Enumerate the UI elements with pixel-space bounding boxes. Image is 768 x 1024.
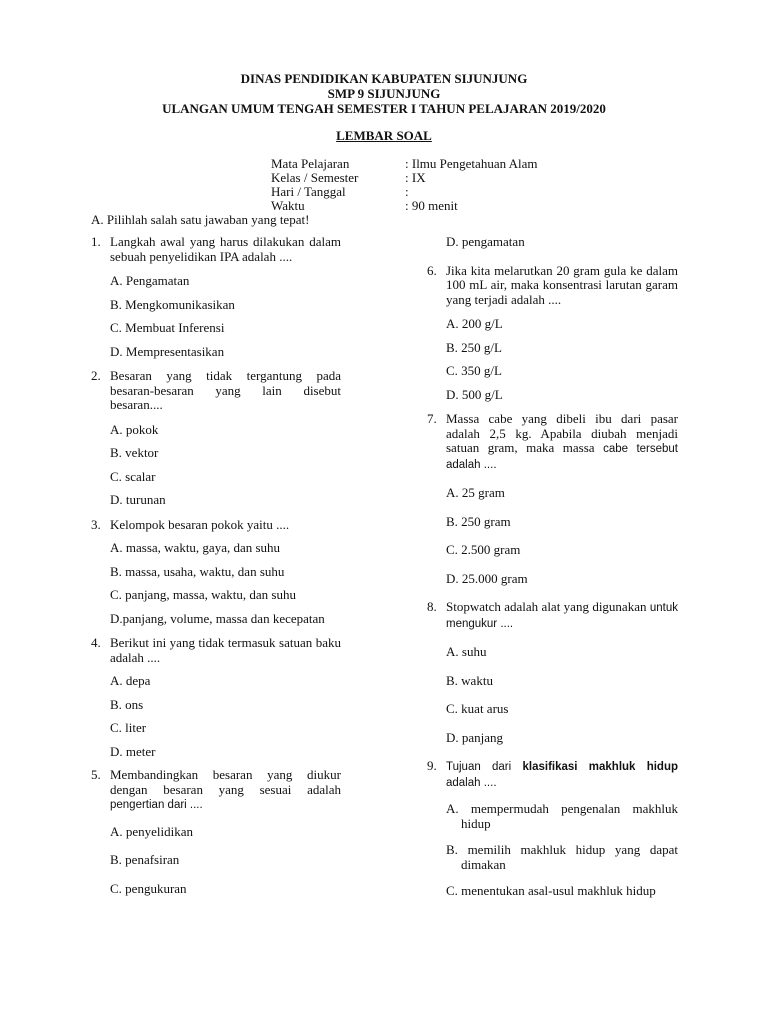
meta-label: Hari / Tanggal — [271, 184, 346, 199]
question-number: 6. — [427, 262, 437, 278]
option: C. scalar — [110, 468, 156, 484]
question-9 — [427, 759, 678, 790]
option: B. vektor — [110, 445, 159, 460]
question-2 — [91, 369, 341, 413]
question-7 — [427, 412, 678, 472]
question-text — [446, 600, 678, 631]
option: A. 25 gram — [446, 485, 505, 500]
option: C. pengukuran — [110, 880, 187, 896]
option: D. 25.000 gram — [446, 570, 528, 586]
option: D.panjang, volume, massa dan kecepatan — [110, 610, 325, 626]
question-3 — [91, 518, 341, 533]
option: B. penafsiran — [110, 852, 180, 867]
question-5 — [91, 768, 341, 813]
question-number: 7. — [427, 411, 437, 426]
option: B. ons — [110, 696, 144, 712]
option: C. liter — [110, 720, 147, 735]
exam-header — [0, 71, 768, 116]
instruction: A. Pilihlah salah satu jawaban yang tepat! — [91, 212, 310, 227]
option: A. mempermudah pengenalan makhluk hidup — [446, 801, 678, 831]
question-text-main: Stopwatch adalah alat yang digunakan — [446, 599, 647, 614]
option: A. depa — [110, 673, 151, 688]
question-number: 9. — [427, 758, 437, 773]
option: C. menentukan asal-usul makhluk hidup — [446, 883, 656, 898]
question-text — [446, 759, 678, 790]
option: C. panjang, massa, waktu, dan suhu — [110, 587, 296, 602]
meta-row — [271, 171, 538, 185]
header-line-2: SMP 9 SIJUNJUNG — [327, 86, 441, 101]
header-line-3: ULANGAN UMUM TENGAH SEMESTER I TAHUN PELAJARAN 2019/2020 — [162, 101, 606, 116]
option: B. 250 g/L — [446, 339, 502, 355]
right-column — [427, 235, 678, 899]
question-text-bold: klasifikasi makhluk hidup — [522, 761, 678, 773]
question-text: Langkah awal yang harus dilakukan dalam sebuah penyelidikan IPA adalah .... — [110, 234, 341, 264]
question-text-main: Membandingkan besaran yang diukur dengan besaran yang sesuai adalah — [110, 767, 341, 797]
option: D. pengamatan — [446, 234, 525, 249]
option: C. 2.500 gram — [446, 542, 521, 557]
question-number: 1. — [91, 234, 101, 249]
question-text-main: Tujuan dari — [446, 761, 512, 773]
question-text-main: Massa cabe yang dibeli ibu dari pasar adalah 2,5 kg. Apabila diubah menjadi satuan gram, maka massa — [446, 411, 678, 455]
question-text-tail: untuk mengukur .... — [446, 602, 678, 630]
question-number: 4. — [91, 635, 101, 650]
option: A. 200 g/L — [446, 316, 503, 331]
question-text: Besaran yang tidak tergantung pada besaran-besaran yang lain disebut besaran.... — [110, 368, 341, 412]
question-text-tail: pengertian dari .... — [110, 799, 203, 811]
option: B. massa, usaha, waktu, dan suhu — [110, 563, 285, 579]
meta-label: Kelas / Semester — [271, 170, 359, 185]
meta-value: : Ilmu Pengetahuan Alam — [405, 156, 538, 171]
meta-value: : 90 menit — [405, 198, 458, 213]
option: B. 250 gram — [446, 513, 511, 529]
sheet-title: LEMBAR SOAL — [336, 128, 432, 143]
meta-row — [271, 185, 538, 199]
question-number: 5. — [91, 767, 101, 782]
meta-value: : — [405, 184, 409, 199]
question-number: 3. — [91, 516, 101, 532]
option: A. suhu — [446, 644, 487, 659]
option: C. Membuat Inferensi — [110, 320, 225, 335]
header-line-1: DINAS PENDIDIKAN KABUPATEN SIJUNJUNG — [240, 71, 528, 86]
exam-meta — [271, 157, 538, 213]
option: A. massa, waktu, gaya, dan suhu — [110, 540, 281, 555]
question-text — [446, 412, 678, 472]
option: D. 500 g/L — [446, 386, 503, 402]
question-text: Kelompok besaran pokok yaitu .... — [110, 516, 290, 532]
meta-row — [271, 157, 538, 171]
question-1 — [91, 235, 341, 264]
meta-row — [271, 199, 538, 213]
option: D. meter — [110, 743, 156, 759]
question-8 — [427, 600, 678, 631]
option: C. 350 g/L — [446, 363, 502, 378]
meta-label: Mata Pelajaran — [271, 156, 350, 171]
question-text: Jika kita melarutkan 20 gram gula ke dalam 100 mL air, maka konsentrasi larutan garam yang terjadi adalah .... — [446, 262, 678, 307]
left-column — [91, 235, 341, 896]
option: A. Pengamatan — [110, 273, 190, 288]
question-text-tail: cabe tersebut adalah .... — [446, 443, 679, 471]
option: D. turunan — [110, 492, 166, 507]
option: B. waktu — [446, 672, 493, 688]
meta-label: Waktu — [271, 198, 305, 213]
option: C. kuat arus — [446, 701, 509, 716]
option: D. Mempresentasikan — [110, 343, 225, 359]
meta-value: : IX — [405, 170, 426, 185]
option: B. Mengkomunikasikan — [110, 296, 235, 312]
option: B. memilih makhluk hidup yang dapat dimakan — [446, 842, 678, 872]
question-number: 2. — [91, 368, 101, 383]
option: A. pokok — [110, 421, 159, 437]
question-6 — [427, 264, 678, 308]
question-text — [110, 768, 341, 813]
question-4 — [91, 636, 341, 665]
question-number: 8. — [427, 599, 437, 614]
option: D. panjang — [446, 729, 504, 745]
question-text-tail: adalah .... — [446, 776, 497, 789]
option: A. penyelidikan — [110, 823, 194, 839]
question-text: Berikut ini yang tidak termasuk satuan baku adalah .... — [110, 635, 341, 665]
